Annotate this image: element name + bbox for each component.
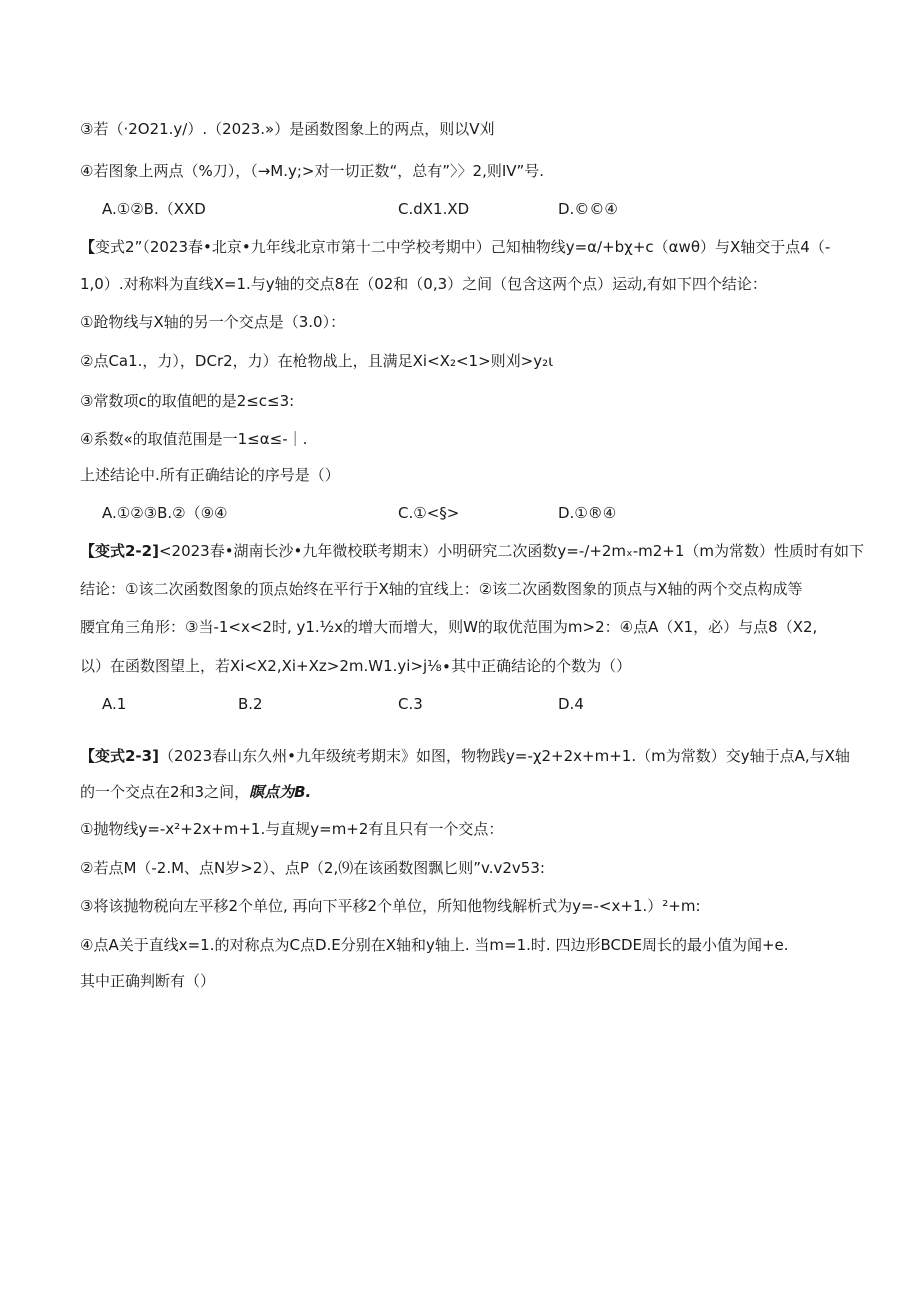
option-a: A.1 [102, 695, 127, 713]
variant-tag: 【变式2-3] [80, 747, 159, 765]
option-c: C.3 [398, 695, 423, 713]
conclusion-4: ④点A关于直线x=1.的对称点为C点D.E分别在X轴和y轴上. 当m=1.时. 四边形BCDE周长的最小值为闻+e. [80, 936, 789, 954]
conclusion-4: ④系数«的取值范围是一1≤α≤-｜. [80, 430, 308, 448]
variant-2-3-line-1 [80, 745, 850, 767]
option-a: A.①②B.（XXD [102, 200, 206, 218]
statement-3: ③若（·2O21.y∕）.（2023.»）是函数图象上的两点，则以V刈 [80, 120, 495, 138]
conclusion-3: ③将该抛物税向左平移2个单位, 再向下平移2个单位，所知他物线解析式为y=-<x+1.）²+m: [80, 897, 701, 915]
conclusion-2: ②若点M（-2.M、点N岁>2）、点P（2,⑼在该函数图飘匕则”v.v2v53: [80, 859, 545, 877]
conclusion-1: ①抛物线y=-x²+2x+m+1.与直规y=m+2有且只有一个交点： [80, 820, 504, 838]
variant-text: （2023春山东久州•九年级统考期末》如图，物物践y=-χ2+2x+m+1.（m为常数）交y轴于点A,与X轴 [158, 747, 850, 765]
conclusion-3: ③常数项c的取值皅的是2≤c≤3: [80, 392, 295, 410]
option-d: D.©©④ [558, 200, 618, 218]
variant-tag-bracket: 【 [80, 238, 96, 256]
option-c: C.dX1.XD [398, 200, 470, 218]
option-a: A.①②③B.②（⑨④ [102, 504, 228, 522]
option-d: D.①®④ [558, 504, 617, 522]
variant-2-3-line-2 [80, 781, 311, 803]
option-d: D.4 [558, 695, 584, 713]
variant-tag: 【变式2-2] [80, 542, 159, 560]
variant-tag: 变式2 [95, 238, 135, 256]
variant-2-2-line-1 [80, 540, 864, 562]
statement-4: ④若图象上两点（%刀），（→M.y;>对一切正数“，总有”〉〉2,则IV”号. [80, 162, 545, 180]
option-b: B.2 [238, 695, 263, 713]
option-c: C.①<§> [398, 504, 460, 522]
variant-2-2-line-4: 以）在函数图望上，若Xi<X2,Xi+Xz>2m.W1.yi>j⅛∙其中正确结论的个数为（） [80, 657, 632, 675]
variant-text-emph: 瞑点为B. [249, 783, 312, 801]
variant-2-1-line-1 [80, 236, 830, 258]
question-text: 上述结论中.所有正确结论的序号是（） [80, 466, 340, 484]
variant-text: <2023春•湖南长沙•九年微校联考期末）小明研究二次函数y=-∕+2mₓ-m2+1（m为常数）性质时有如下 [158, 542, 864, 560]
conclusion-2: ②点Ca1.，力），DCr2，力）在枪物战上，且满足Xi<X₂<1>则刈>y₂ι [80, 352, 554, 370]
conclusion-1: ①跄物线与X轴的另一个交点是（3.0）： [80, 313, 346, 331]
variant-2-2-line-2: 结论：①该二次函数图象的顶点始终在平行于X轴的宜线上：②该二次函数图象的顶点与X轴的两个交点构成等 [80, 580, 803, 598]
variant-text: ”（2023春•北京•九年线北京市第十二中学校考期中）己知柚物线y=α∕+bχ+c（αwθ）与X轴交于点4（- [134, 238, 831, 256]
variant-2-1-line-2: 1,0）.对称料为直线X=1.与y轴的交点8在（02和（0,3）之间（包含这两个点）运动,有如下四个结论： [80, 275, 767, 293]
question-text: 其中正确判断有（） [80, 972, 216, 990]
variant-2-2-line-3: 腰宜角三角形：③当-1<x<2时, y1.½x的增大而增大，则W的取优范围为m>2：④点A（X1，必）与点8（X2, [80, 618, 818, 636]
variant-text: 的一个交点在2和3之间， [80, 783, 250, 801]
